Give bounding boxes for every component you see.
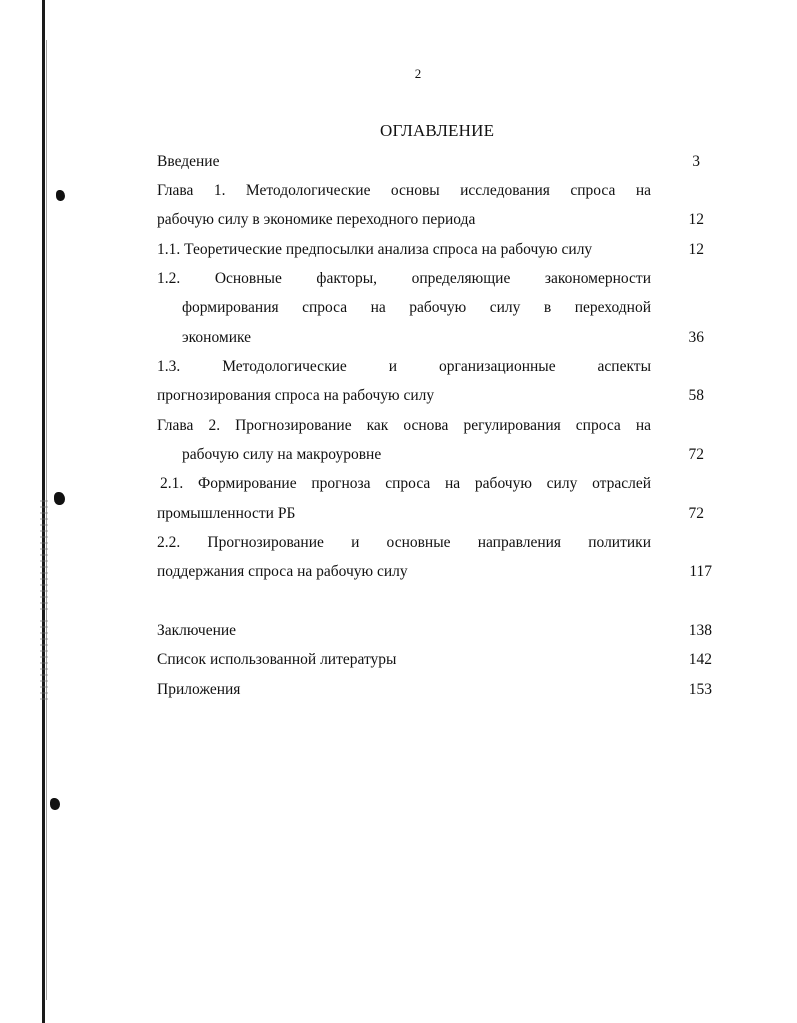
toc-entry-section-1-2-cont: формирования спроса на рабочую силу в переходной [182, 299, 651, 316]
toc-entry-section-1-1: 1.1. Теоретические предпосылки анализа спроса на рабочую силу [157, 241, 593, 258]
toc-entry-conclusion: Заключение [157, 622, 237, 639]
toc-entry-references: Список использованной литературы [157, 651, 397, 668]
toc-entry-appendices: Приложения [157, 681, 241, 698]
toc-entry-chapter-2: Глава 2. Прогнозирование как основа регулирования спроса на [157, 417, 651, 434]
toc-page-section-1-2: 36 [688, 329, 704, 346]
toc-entry-section-2-1: 2.1. Формирование прогноза спроса на рабочую силу отраслей [160, 475, 651, 492]
toc-page-references: 142 [688, 651, 712, 668]
page-number: 2 [414, 66, 422, 81]
toc-entry-chapter-2-cont: рабочую силу на макроуровне [182, 446, 382, 463]
toc-entry-section-1-2: 1.2. Основные факторы, определяющие закономерности [157, 270, 651, 287]
toc-entry-section-2-2: 2.2. Прогнозирование и основные направления политики [157, 534, 651, 551]
toc-page-chapter-2: 72 [688, 446, 704, 463]
toc-title: ОГЛАВЛЕНИЕ [380, 121, 495, 140]
toc-page-section-2-2: 117 [689, 563, 712, 580]
toc-page-section-2-1: 72 [688, 505, 704, 522]
toc-page-conclusion: 138 [688, 622, 712, 639]
toc-entry-intro: Введение [157, 153, 220, 170]
toc-page-section-1-3: 58 [688, 387, 704, 404]
toc-page-chapter-1: 12 [688, 211, 704, 228]
ink-blot [56, 190, 65, 201]
toc-page-appendices: 153 [688, 681, 712, 698]
toc-page-intro: 3 [692, 153, 700, 170]
scan-speckle [40, 620, 48, 700]
toc-entry-section-1-3: 1.3. Методологические и организационные аспекты [157, 358, 651, 375]
toc-entry-chapter-1: Глава 1. Методологические основы исследования спроса на [157, 182, 651, 199]
toc-entry-section-2-2-cont: поддержания спроса на рабочую силу [157, 563, 408, 580]
toc-entry-section-1-2-cont: экономике [182, 329, 252, 346]
ink-blot [54, 492, 65, 505]
toc-entry-section-1-3-cont: прогнозирования спроса на рабочую силу [157, 387, 435, 404]
toc-entry-chapter-1-cont: рабочую силу в экономике переходного периода [157, 211, 476, 228]
toc-entry-section-2-1-cont: промышленности РБ [157, 505, 296, 522]
scan-speckle [40, 500, 48, 610]
toc-page-section-1-1: 12 [688, 241, 704, 258]
ink-blot [50, 798, 60, 810]
